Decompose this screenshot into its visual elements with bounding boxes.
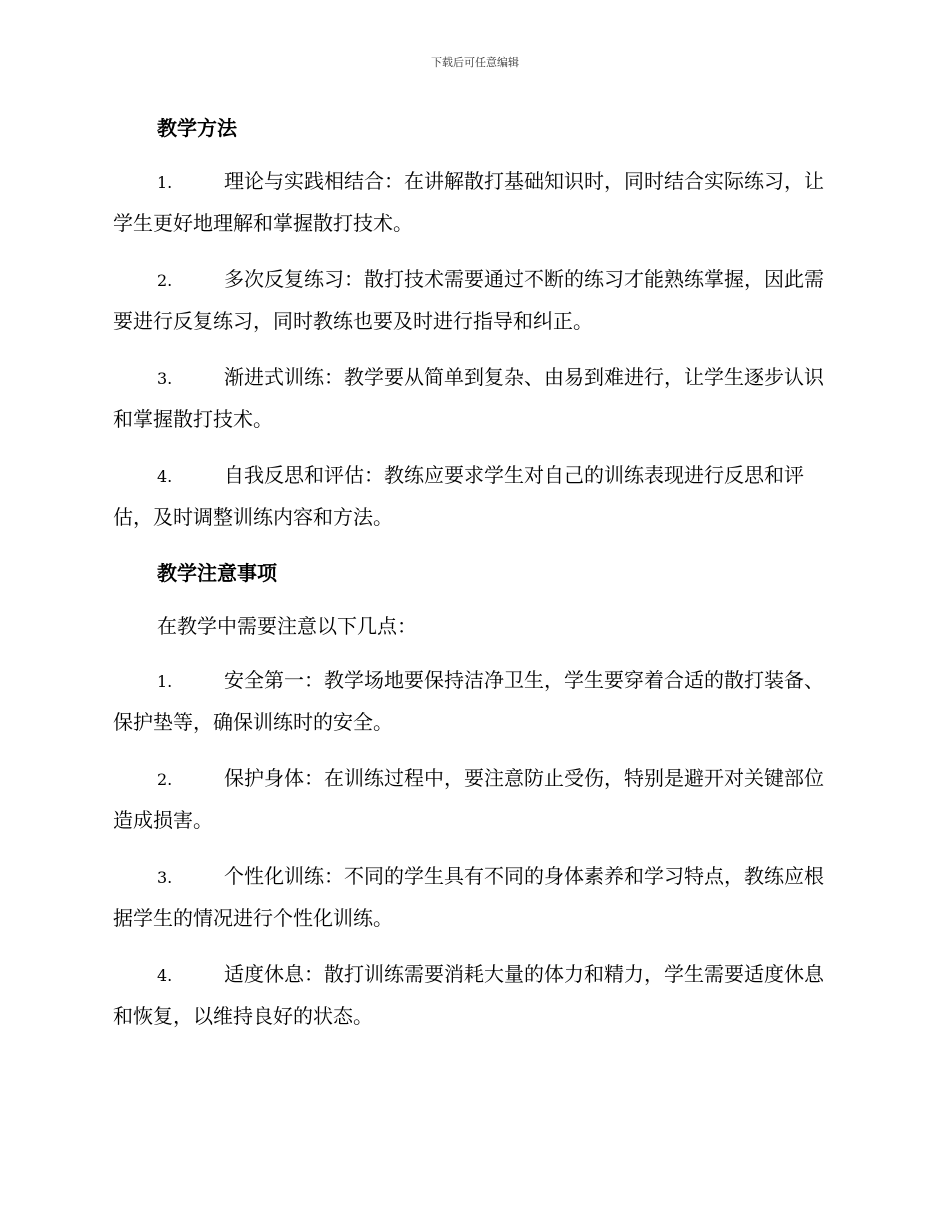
list-text: 自我反思和评估：教练应要求学生对自己的训练表现进行反思和评估，及时调整训练内容和方法。 bbox=[113, 463, 804, 529]
list-text: 多次反复练习：散打技术需要通过不断的练习才能熟练掌握，因此需要进行反复练习，同时教练也要及时进行指导和纠正。 bbox=[113, 267, 824, 333]
document-body bbox=[113, 108, 835, 1052]
page-header: 下载后可任意编辑 bbox=[431, 56, 519, 69]
list-text: 保护身体：在训练过程中，要注意防止受伤，特别是避开对关键部位造成损害。 bbox=[113, 766, 824, 832]
notes-intro: 在教学中需要注意以下几点： bbox=[157, 614, 417, 638]
list-text: 理论与实践相结合：在讲解散打基础知识时，同时结合实际练习，让学生更好地理解和掌握散打技术。 bbox=[113, 169, 824, 235]
list-number: 1. bbox=[157, 672, 173, 691]
method-item bbox=[113, 161, 835, 244]
list-text: 安全第一：教学场地要保持洁净卫生，学生要穿着合适的散打装备、保护垫等，确保训练时的安全。 bbox=[113, 668, 824, 734]
list-number: 2. bbox=[157, 271, 173, 290]
list-text: 渐进式训练：教学要从简单到复杂、由易到难进行，让学生逐步认识和掌握散打技术。 bbox=[113, 365, 824, 431]
method-item bbox=[113, 259, 835, 342]
list-number: 4. bbox=[157, 966, 173, 985]
list-text: 适度休息：散打训练需要消耗大量的体力和精力，学生需要适度休息和恢复，以维持良好的状态。 bbox=[113, 962, 824, 1028]
section-title-methods: 教学方法 bbox=[157, 116, 237, 140]
list-number: 3. bbox=[157, 369, 173, 388]
note-item bbox=[113, 954, 835, 1037]
method-item bbox=[113, 357, 835, 440]
method-item bbox=[113, 455, 835, 538]
note-item bbox=[113, 856, 835, 939]
list-number: 1. bbox=[157, 173, 173, 192]
list-number: 4. bbox=[157, 467, 173, 486]
section-title-notes: 教学注意事项 bbox=[157, 561, 277, 585]
note-item bbox=[113, 660, 835, 743]
note-item bbox=[113, 758, 835, 841]
list-text: 个性化训练：不同的学生具有不同的身体素养和学习特点，教练应根据学生的情况进行个性化训练。 bbox=[113, 864, 824, 930]
list-number: 3. bbox=[157, 868, 173, 887]
list-number: 2. bbox=[157, 770, 173, 789]
